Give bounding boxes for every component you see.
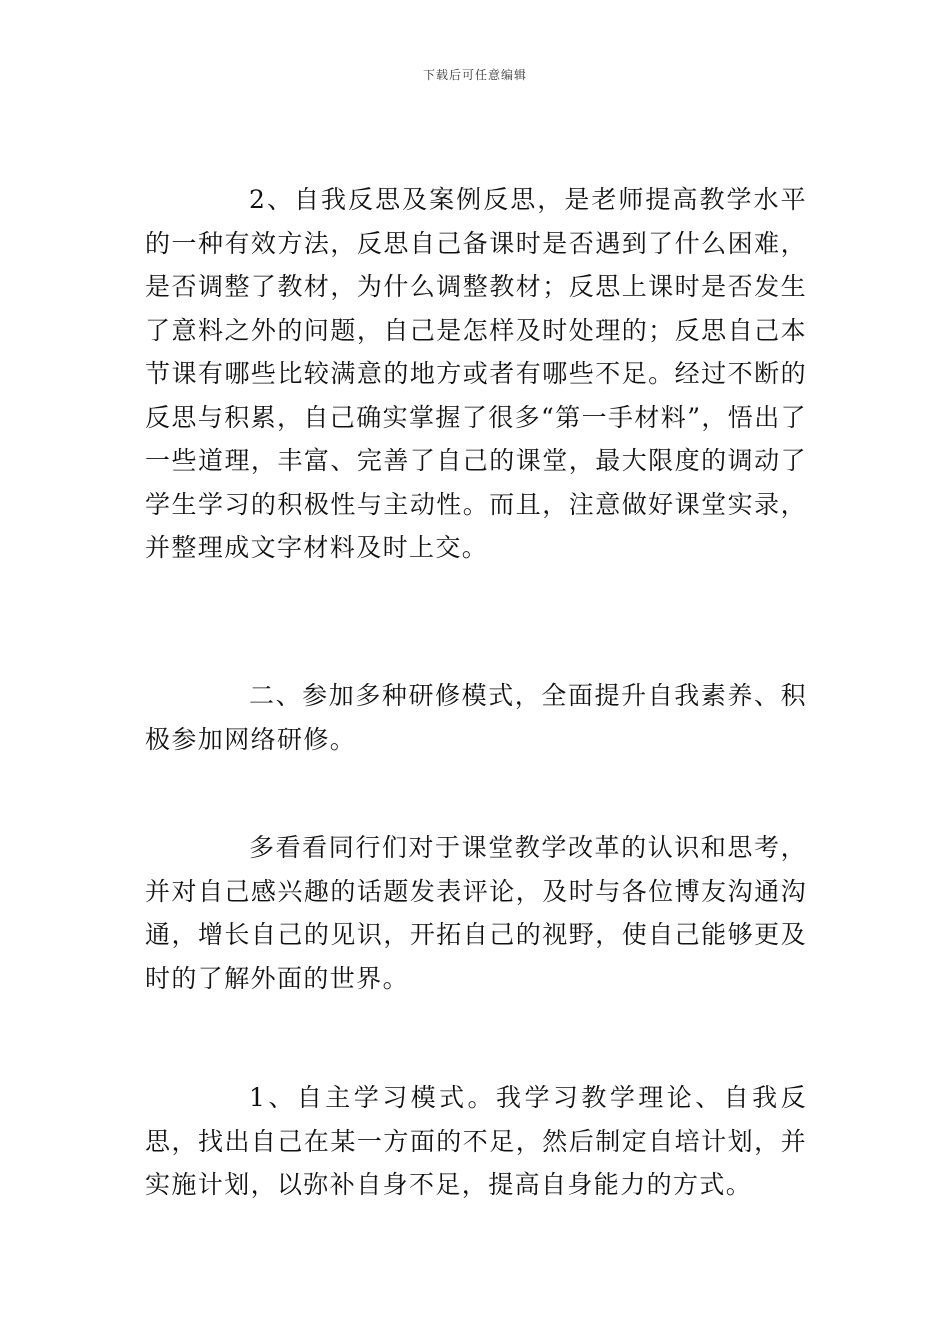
page-header: 下载后可任意编辑: [422, 68, 527, 82]
paragraph-section-heading: 二、参加多种研修模式，全面提升自我素养、积极参加网络研修。: [145, 681, 807, 754]
paragraph-self-reflection: 2、自我反思及案例反思，是老师提高教学水平的一种有效方法，反思自己备课时是否遇到了什么困难，是否调整了教材，为什么调整教材；反思上课时是否发生了意料之外的问题，自己是怎样及时处理的；反思自己本节课有哪些比较满意的地方或者有哪些不足。经过不断的反思与积累，自己确实掌握了很多“第一手材料”，悟出了一些道理，丰富、完善了自己的课堂，最大限度的调动了学生学习的积极性与主动性。而且，注意做好课堂实录，并整理成文字材料及时上交。: [145, 185, 807, 562]
paragraph-self-study-mode: 1、自主学习模式。我学习教学理论、自我反思，找出自己在某一方面的不足，然后制定自培计划，并实施计划，以弥补自身不足，提高自身能力的方式。: [145, 1083, 807, 1199]
paragraph-online-study: 多看看同行们对于课堂教学改革的认识和思考，并对自己感兴趣的话题发表评论，及时与各位博友沟通沟通，增长自己的见识，开拓自己的视野，使自己能够更及时的了解外面的世界。: [145, 833, 807, 993]
